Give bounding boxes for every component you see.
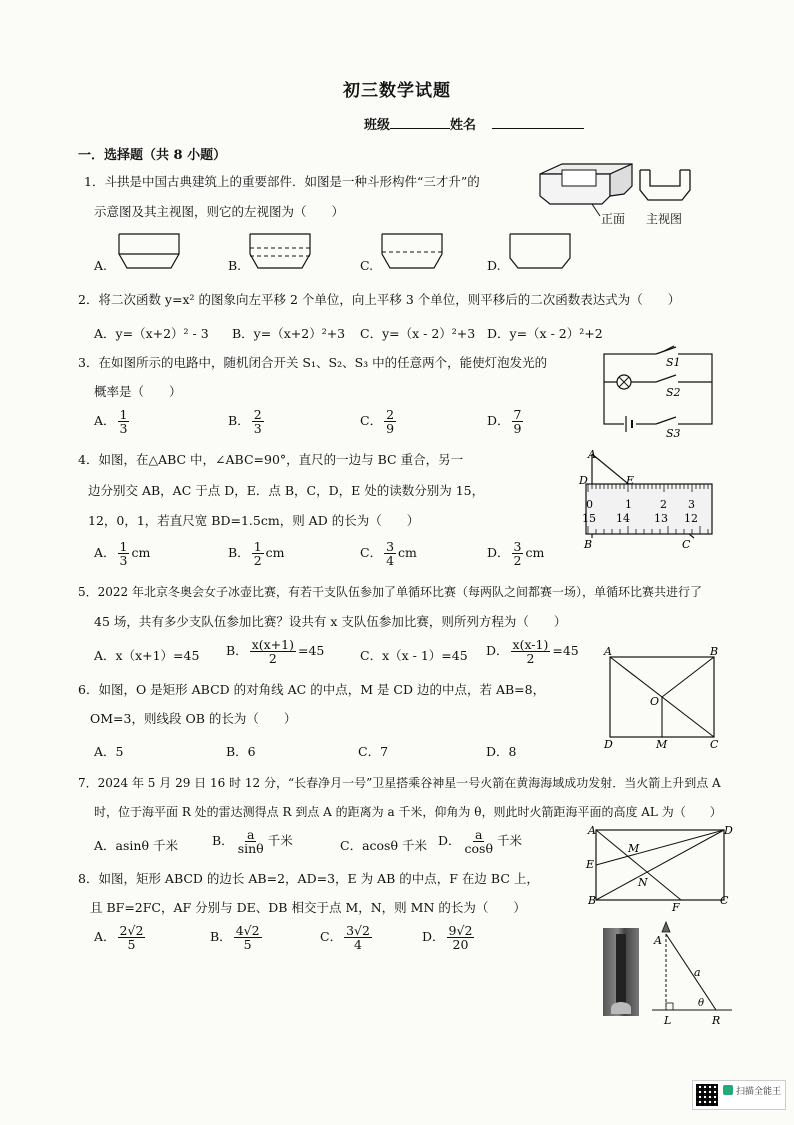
point-l: L [664, 1014, 672, 1027]
point-c: C [720, 894, 729, 907]
q1-line2: 示意图及其主视图，则它的左视图为（ ） [94, 204, 345, 219]
point-d: D [579, 474, 588, 487]
ruler-top-3: 3 [688, 498, 695, 511]
ruler-bottom-2: 13 [654, 512, 668, 525]
label-front: 正面 [601, 212, 626, 226]
q5-option-d: D． $\frac{x(x-1)}{2}$ =45 [486, 637, 579, 666]
q4-option-a: A． $\frac{1}{3}$ cm [94, 539, 151, 568]
point-a: A [654, 934, 662, 947]
q5-option-c: C．x（x - 1）=45 [360, 648, 468, 663]
q7-option-a: A．asinθ 千米 [94, 838, 178, 853]
q2-option-a: A．y=（x+2）² - 3 [94, 326, 209, 341]
q6-line2: OM=3，则线段 OB 的长为（ ） [90, 711, 297, 726]
q8-option-c: C． $\frac{3√2}{4}$ [320, 923, 370, 952]
q1-option-d-label: D. [487, 258, 501, 273]
point-d: D [604, 738, 613, 751]
q7-line1: 7．2024 年 5 月 29 日 16 时 12 分，“长春净月一号”卫星搭乘谷神星一号火箭在黄海海域成功发射．当火箭上升到点 A [78, 776, 721, 790]
q6-option-a: A．5 [94, 744, 124, 759]
watermark-text: 扫描全能王 [736, 1086, 782, 1096]
point-o: O [650, 695, 660, 708]
q2-option-c: C．y=（x - 2）²+3 [360, 326, 476, 341]
q3-line2: 概率是（ ） [94, 384, 182, 399]
ruler-top-1: 1 [625, 498, 632, 511]
q2-option-d: D．y=（x - 2）²+2 [487, 326, 603, 341]
q7-option-b: B． $\frac{a}{\sin\theta}$ 千米 [212, 827, 293, 856]
q1-option-c-shape [380, 232, 446, 272]
q1-option-d-shape [508, 232, 574, 272]
q5-option-a: A．x（x+1）=45 [94, 648, 200, 663]
point-n: N [638, 876, 648, 889]
q8-rectangle-figure [584, 820, 734, 912]
q3-option-a: A． $\frac{1}{3}$ [94, 407, 128, 436]
point-e: E [626, 474, 635, 487]
q1-option-b-shape [248, 232, 314, 272]
q8-option-b: B． $\frac{4√2}{5}$ [210, 923, 260, 952]
point-m: M [656, 738, 668, 751]
ruler-top-0: 0 [586, 498, 593, 511]
point-b: B [584, 538, 593, 551]
q7-option-c: C．acosθ 千米 [340, 838, 427, 853]
q2-option-b: B．y=（x+2）²+3 [232, 326, 346, 341]
q4-option-d: D． $\frac{3}{2}$ cm [487, 539, 545, 568]
q4-option-b: B． $\frac{1}{2}$ cm [228, 539, 285, 568]
label-theta: θ [698, 998, 705, 1009]
point-m: M [628, 842, 640, 855]
q7-option-d: D． $\frac{a}{\cos\theta}$ 千米 [438, 827, 523, 856]
name-label: 姓名 [450, 118, 477, 133]
q8-option-a: A． $\frac{2√2}{5}$ [94, 923, 144, 952]
section-title: 一．选择题（共 8 小题） [78, 148, 227, 163]
q4-line2: 边分别交 AB，AC 于点 D，E．点 B，C，D，E 处的读数分别为 15， [88, 483, 485, 498]
q3-option-b: B． $\frac{2}{3}$ [228, 407, 262, 436]
point-r: R [712, 1014, 721, 1027]
name-blank [492, 116, 584, 129]
rocket-photo [603, 928, 639, 1016]
class-label: 班级 [364, 118, 391, 133]
q3-circuit-figure [596, 344, 720, 440]
label-s3: S3 [666, 427, 681, 440]
point-e: E [586, 858, 595, 871]
qr-code-icon [696, 1084, 718, 1106]
q7-triangle-figure [652, 918, 732, 1030]
label-s1: S1 [666, 356, 681, 369]
label-a: a [694, 966, 701, 979]
q2-line1: 2．将二次函数 y=x² 的图象向左平移 2 个单位，向上平移 3 个单位，则平移后的二次函数表达式为（ ） [78, 292, 681, 307]
app-logo-icon [723, 1085, 733, 1095]
q7-line2: 时，位于海平面 R 处的雷达测得点 R 到点 A 的距离为 a 千米，仰角为 θ，则此时火箭距海平面的高度 AL 为（ ） [94, 805, 722, 819]
q1-option-a-label: A. [94, 258, 108, 273]
q6-option-b: B．6 [226, 744, 256, 759]
label-main-view: 主视图 [646, 212, 683, 226]
q4-line3: 12，0，1，若直尺宽 BD=1.5cm，则 AD 的长为（ ） [88, 513, 420, 528]
q5-line1: 5．2022 年北京冬奥会女子冰壶比赛，有若干支队伍参加了单循环比赛（每两队之间都赛一场），单循环比赛共进行了 [78, 585, 702, 599]
q6-line1: 6．如图，O 是矩形 ABCD 的对角线 AC 的中点，M 是 CD 边的中点，若 AB=8， [78, 682, 546, 697]
q4-line1: 4．如图，在△ABC 中，∠ABC=90°，直尺的一边与 BC 重合，另一 [78, 452, 464, 467]
q8-line1: 8．如图，矩形 ABCD 的边长 AB=2，AD=3，E 为 AB 的中点，F 在边 BC 上， [78, 871, 539, 886]
point-b: B [710, 645, 719, 658]
point-b: B [588, 894, 597, 907]
ruler-bottom-0: 15 [582, 512, 596, 525]
ruler-bottom-1: 14 [616, 512, 630, 525]
ruler-bottom-3: 12 [684, 512, 698, 525]
q4-ruler-figure [576, 448, 716, 554]
q3-option-d: D． $\frac{7}{9}$ [487, 407, 522, 436]
q6-option-d: D．8 [486, 744, 517, 759]
point-f: F [672, 901, 680, 912]
q6-option-c: C．7 [358, 744, 389, 759]
q1-option-a-shape [117, 232, 183, 272]
point-c: C [710, 738, 719, 751]
q1-option-c-label: C. [360, 258, 374, 273]
watermark-badge [692, 1080, 786, 1110]
q8-option-d: D． $\frac{9√2}{20}$ [422, 923, 473, 952]
point-d: D [724, 824, 733, 837]
point-a: A [604, 645, 612, 658]
ruler-top-2: 2 [660, 498, 667, 511]
q6-rectangle-figure [600, 645, 724, 751]
q5-option-b: B． $\frac{x(x+1)}{2}$ =45 [226, 637, 325, 666]
class-name-line [364, 114, 584, 133]
q3-option-c: C． $\frac{2}{9}$ [360, 407, 395, 436]
point-a: A [588, 448, 596, 461]
q8-line2: 且 BF=2FC，AF 分别与 DE、DB 相交于点 M，N，则 MN 的长为（ ） [90, 900, 526, 915]
q1-option-b-label: B. [228, 258, 242, 273]
q4-option-c: C． $\frac{3}{4}$ cm [360, 539, 417, 568]
page-title: 初三数学试题 [343, 81, 451, 101]
class-blank [390, 116, 450, 129]
q5-line2: 45 场，共有多少支队伍参加比赛？设共有 x 支队伍参加比赛，则所列方程为（ ） [94, 614, 567, 629]
point-c: C [682, 538, 691, 551]
q3-line1: 3．在如图所示的电路中，随机闭合开关 S₁、S₂、S₃ 中的任意两个，能使灯泡发光的 [78, 355, 548, 370]
point-a: A [588, 824, 596, 837]
q1-line1: 1．斗拱是中国古典建筑上的重要部件．如图是一种斗形构件“三才升”的 [84, 174, 480, 189]
label-s2: S2 [666, 386, 681, 399]
